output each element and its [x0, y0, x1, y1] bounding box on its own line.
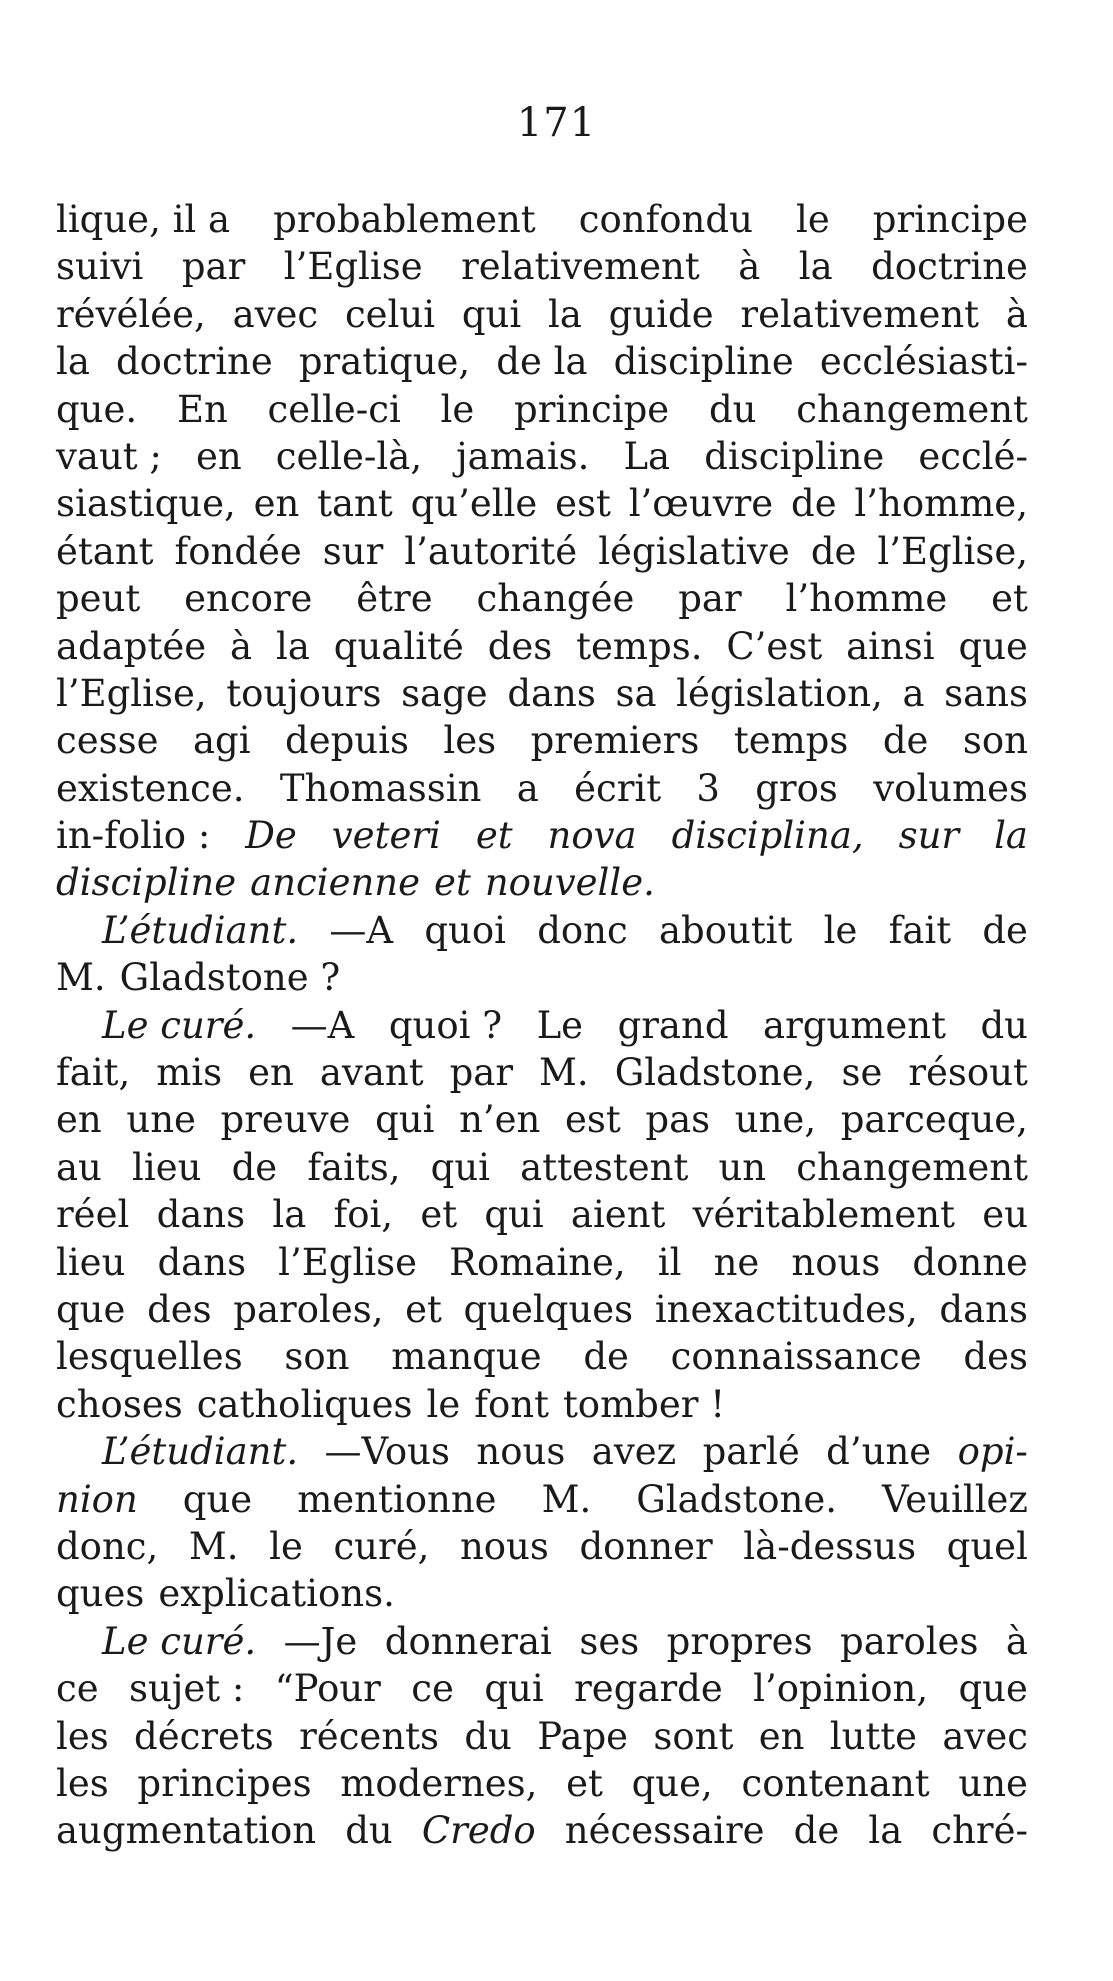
word: ainsi	[846, 624, 935, 668]
text-line	[56, 1760, 1028, 1807]
word: qui	[375, 1098, 435, 1142]
word: les	[443, 719, 497, 763]
word: M.	[539, 1051, 589, 1095]
word: au	[56, 1145, 102, 1189]
word: L’étudiant.	[102, 1430, 299, 1474]
word: donnerai	[384, 1619, 552, 1663]
word: du	[708, 387, 757, 431]
word: l’Eglise,	[56, 671, 207, 715]
word: que.	[56, 387, 138, 431]
word: en	[195, 434, 242, 478]
text-line	[56, 1096, 1028, 1143]
word: décrets	[134, 1714, 274, 1758]
word: foi,	[333, 1193, 394, 1237]
word: lieu	[56, 1240, 126, 1284]
word: ancienne	[250, 861, 421, 905]
word: augmentation	[56, 1809, 317, 1853]
word: la	[547, 292, 582, 336]
word: des	[963, 1335, 1028, 1379]
word: disciplina,	[671, 814, 864, 858]
word: propres	[666, 1619, 813, 1663]
word: Thomassin	[279, 766, 482, 810]
word: qui	[484, 1667, 544, 1711]
word: de	[231, 1145, 278, 1189]
word: Gladstone,	[614, 1051, 816, 1095]
word: par	[678, 577, 742, 621]
text-line	[56, 717, 1028, 764]
word: nous	[476, 1430, 566, 1474]
text-line	[56, 1049, 1028, 1096]
word: encore	[184, 577, 313, 621]
word: lesquelles	[56, 1335, 243, 1379]
word: regarde	[574, 1667, 723, 1711]
word: M.	[56, 956, 106, 1000]
word: se	[841, 1051, 883, 1095]
word: “Pour	[274, 1667, 381, 1711]
body-text	[56, 196, 1028, 1855]
word: nion	[56, 1477, 138, 1521]
word: de	[982, 908, 1028, 952]
word: que	[182, 1477, 253, 1521]
word: qui	[461, 292, 522, 336]
text-line	[56, 907, 1028, 954]
word: réel	[56, 1193, 130, 1237]
word: et	[434, 861, 471, 905]
word: la	[276, 624, 310, 668]
word: de	[810, 529, 857, 573]
word: à	[1005, 292, 1028, 336]
word: que	[56, 1287, 126, 1331]
word: sur	[322, 529, 384, 573]
word: qualité	[333, 624, 464, 668]
word: l’œuvre	[628, 482, 774, 526]
word: l’autorité	[404, 529, 578, 573]
word: par	[449, 1051, 514, 1095]
word: avant	[319, 1051, 424, 1095]
word: En	[176, 387, 228, 431]
word: son	[284, 1335, 350, 1379]
text-line	[56, 1428, 1028, 1475]
word: quoi ?	[388, 1003, 503, 1047]
word: —Je	[283, 1619, 358, 1663]
word: in-folio :	[56, 814, 211, 858]
word: en	[758, 1714, 805, 1758]
word: récents	[299, 1714, 440, 1758]
word: en	[56, 1098, 102, 1142]
word: M.	[188, 1524, 239, 1568]
word: paroles	[840, 1619, 979, 1663]
word: probablement	[273, 198, 536, 241]
word: être	[356, 577, 433, 621]
word: les	[56, 1714, 109, 1758]
word: la	[994, 814, 1028, 858]
word: fait	[888, 908, 952, 952]
word: qui	[484, 1193, 544, 1237]
word: est	[565, 1098, 621, 1142]
word: ce	[411, 1667, 454, 1711]
word: temps.	[576, 624, 703, 668]
word: adaptée	[56, 624, 207, 668]
word: guide	[608, 292, 714, 336]
word: à	[230, 624, 253, 668]
word: tomber !	[562, 1382, 726, 1426]
text-line	[56, 243, 1028, 290]
word: doctrine	[871, 245, 1028, 289]
word: de	[882, 719, 929, 763]
word: relativement	[740, 292, 980, 336]
word: la	[798, 245, 833, 289]
word: principes	[137, 1761, 312, 1805]
text-line	[56, 1476, 1028, 1523]
word: qu’elle	[410, 482, 538, 526]
word: avec	[942, 1714, 1028, 1758]
word: du	[345, 1809, 393, 1853]
word: changée	[476, 577, 635, 621]
word: argument	[763, 1003, 946, 1047]
word: quelques	[463, 1287, 634, 1331]
word: le	[440, 387, 475, 431]
word: nouvelle.	[484, 861, 655, 905]
word: des	[487, 624, 553, 668]
word: sans	[944, 671, 1028, 715]
word: dans	[156, 1193, 246, 1237]
word: donne	[912, 1240, 1028, 1284]
word: volumes	[873, 766, 1028, 810]
word: peut	[56, 577, 141, 621]
text-line	[56, 765, 1028, 812]
word: sujet :	[129, 1667, 245, 1711]
word: discipline	[56, 861, 237, 905]
text-line	[56, 1002, 1028, 1049]
word: faits,	[307, 1145, 401, 1189]
word: du	[464, 1714, 512, 1758]
word: relativement	[461, 245, 700, 289]
word: ce	[56, 1667, 99, 1711]
word: lieu	[132, 1145, 202, 1189]
word: ne	[713, 1240, 760, 1284]
word: pratique,	[298, 340, 471, 384]
word: Credo	[421, 1809, 536, 1853]
word: cesse	[56, 719, 159, 763]
word: que	[958, 1667, 1028, 1711]
word: la	[56, 340, 90, 384]
word: agi	[192, 719, 251, 763]
text-line	[56, 528, 1028, 575]
word: sa	[615, 671, 657, 715]
text-line	[56, 1239, 1028, 1286]
word: que	[958, 624, 1028, 668]
word: discipline	[704, 434, 885, 478]
text-line	[56, 1713, 1028, 1760]
word: nova	[547, 814, 637, 858]
word: une	[958, 1761, 1028, 1805]
word: doctrine	[115, 340, 273, 384]
word: de	[583, 1335, 629, 1379]
word: toujours	[226, 671, 382, 715]
word: C’est	[726, 624, 823, 668]
word: et	[475, 814, 513, 858]
word: M.	[541, 1477, 592, 1521]
word: il	[657, 1240, 682, 1284]
text-line	[56, 1381, 1028, 1428]
word: le	[795, 198, 830, 241]
word: là-dessus	[743, 1524, 917, 1568]
word: principe	[872, 198, 1028, 241]
word: curé,	[333, 1524, 430, 1568]
word: et	[566, 1761, 603, 1805]
text-line	[56, 954, 1028, 1001]
word: ques	[56, 1572, 145, 1616]
word: nous	[791, 1240, 881, 1284]
word: font	[474, 1382, 549, 1426]
word: ses	[579, 1619, 640, 1663]
word: —A	[290, 1003, 355, 1047]
word: aboutit	[658, 908, 793, 952]
word: donc	[537, 908, 628, 952]
word: qui	[430, 1145, 491, 1189]
word: L’étudiant.	[102, 908, 299, 952]
word: temps	[733, 719, 849, 763]
word: fait,	[56, 1051, 131, 1095]
word: explications.	[158, 1572, 395, 1616]
word: une,	[734, 1098, 817, 1142]
text-line	[56, 812, 1028, 859]
text-line	[56, 433, 1028, 480]
word: mentionne	[297, 1477, 497, 1521]
word: sage	[401, 671, 488, 715]
word: confondu	[578, 198, 753, 241]
word: suivi	[56, 245, 144, 289]
word: catholiques	[196, 1382, 413, 1426]
word: un	[718, 1145, 767, 1189]
word: le	[269, 1524, 303, 1568]
word: en	[248, 1051, 294, 1095]
word: gros	[755, 766, 838, 810]
text-line	[56, 1286, 1028, 1333]
word: contenant	[741, 1761, 930, 1805]
word: connaissance	[670, 1335, 922, 1379]
word: ecclé-	[918, 434, 1028, 478]
word: la	[272, 1193, 307, 1237]
word: à	[1005, 1619, 1028, 1663]
word: dans	[507, 671, 596, 715]
word: l’opinion,	[753, 1667, 929, 1711]
word: de	[793, 1809, 840, 1853]
word: est	[555, 482, 611, 526]
word: nous	[459, 1524, 549, 1568]
word: législative	[598, 529, 790, 573]
word: véritablement	[692, 1193, 955, 1237]
word: principe	[514, 387, 670, 431]
text-line	[56, 1807, 1028, 1854]
word: parlé	[702, 1430, 800, 1474]
word: fondée	[174, 529, 302, 573]
word: siastique,	[56, 482, 236, 526]
word: De	[245, 814, 297, 858]
word: n’en	[459, 1098, 541, 1142]
word: modernes,	[340, 1761, 538, 1805]
word: premiers	[530, 719, 700, 763]
word: l’homme,	[854, 482, 1028, 526]
text-line	[56, 480, 1028, 527]
text-line	[56, 623, 1028, 670]
word: l’homme	[785, 577, 948, 621]
word: jamais.	[456, 434, 590, 478]
word: pas	[645, 1098, 711, 1142]
word: en	[253, 482, 300, 526]
word: Gladstone.	[636, 1477, 837, 1521]
text-line	[56, 575, 1028, 622]
text-line	[56, 1523, 1028, 1570]
word: des	[147, 1287, 212, 1331]
word: résout	[908, 1051, 1028, 1095]
word: a	[516, 766, 539, 810]
word: une	[126, 1098, 196, 1142]
page-number: 171	[516, 100, 597, 146]
word: de	[791, 482, 837, 526]
text-line	[56, 196, 1028, 243]
word: l’Eglise	[278, 1240, 417, 1284]
word: aient	[570, 1193, 666, 1237]
word: de la	[496, 340, 588, 384]
word: lique, il a	[56, 198, 231, 241]
word: dans	[157, 1240, 247, 1284]
text-line	[56, 1144, 1028, 1191]
word: l’Eglise,	[877, 529, 1028, 573]
text-line	[56, 1618, 1028, 1665]
text-line	[56, 670, 1028, 717]
word: l’Eglise	[283, 245, 423, 289]
word: Romaine,	[449, 1240, 626, 1284]
word: chré-	[931, 1809, 1028, 1853]
word: les	[56, 1761, 109, 1805]
word: veteri	[331, 814, 441, 858]
word: législation,	[676, 671, 883, 715]
word: a	[902, 671, 925, 715]
word: quoi	[424, 908, 506, 952]
word: Le curé.	[102, 1003, 257, 1047]
word: d’une	[826, 1430, 932, 1474]
text-line	[56, 859, 1028, 906]
word: écrit	[574, 766, 662, 810]
text-line	[56, 386, 1028, 433]
word: que,	[631, 1761, 713, 1805]
word: celle-là,	[275, 434, 423, 478]
word: discipline	[613, 340, 794, 384]
word: inexactitudes,	[654, 1287, 918, 1331]
text-line	[56, 338, 1028, 385]
word: nécessaire	[564, 1809, 765, 1853]
word: à	[738, 245, 761, 289]
word: opi-	[957, 1430, 1028, 1474]
word: la	[868, 1809, 903, 1853]
word: attestent	[520, 1145, 689, 1189]
word: et	[405, 1287, 442, 1331]
word: le	[426, 1382, 461, 1426]
word: avez	[591, 1430, 677, 1474]
word: quel	[946, 1524, 1028, 1568]
text-line	[56, 1665, 1028, 1712]
word: —Vous	[324, 1430, 450, 1474]
word: Le	[536, 1003, 584, 1047]
word: Gladstone ?	[119, 956, 341, 1000]
word: sur	[898, 814, 960, 858]
word: 3	[696, 766, 720, 810]
word: depuis	[285, 719, 409, 763]
word: changement	[796, 1145, 1028, 1189]
word: par	[181, 245, 246, 289]
word: preuve	[220, 1098, 351, 1142]
word: existence.	[56, 766, 245, 810]
word: grand	[617, 1003, 729, 1047]
word: sont	[653, 1714, 734, 1758]
word: parceque,	[840, 1098, 1028, 1142]
word: paroles,	[233, 1287, 384, 1331]
word: avec	[232, 292, 319, 336]
word: choses	[56, 1382, 183, 1426]
word: Pape	[537, 1714, 629, 1758]
word: eu	[982, 1193, 1028, 1237]
word: Le curé.	[102, 1619, 257, 1663]
word: étant	[56, 529, 154, 573]
word: La	[623, 434, 671, 478]
text-line	[56, 1570, 1028, 1617]
text-line	[56, 1333, 1028, 1380]
word: et	[420, 1193, 458, 1237]
word: changement	[796, 387, 1028, 431]
word: Veuillez	[881, 1477, 1028, 1521]
word: du	[980, 1003, 1028, 1047]
word: et	[991, 577, 1028, 621]
word: dans	[939, 1287, 1028, 1331]
text-line	[56, 291, 1028, 338]
word: son	[962, 719, 1028, 763]
word: mis	[156, 1051, 223, 1095]
word: lutte	[829, 1714, 918, 1758]
word: manque	[391, 1335, 542, 1379]
word: ecclésiasti-	[819, 340, 1028, 384]
word: le	[823, 908, 858, 952]
word: vaut ;	[56, 434, 162, 478]
word: —A	[329, 908, 394, 952]
word: tant	[317, 482, 393, 526]
word: donner	[579, 1524, 713, 1568]
text-line	[56, 1191, 1028, 1238]
word: donc,	[56, 1524, 159, 1568]
word: celui	[344, 292, 436, 336]
word: révélée,	[56, 292, 206, 336]
word: celle-ci	[267, 387, 401, 431]
